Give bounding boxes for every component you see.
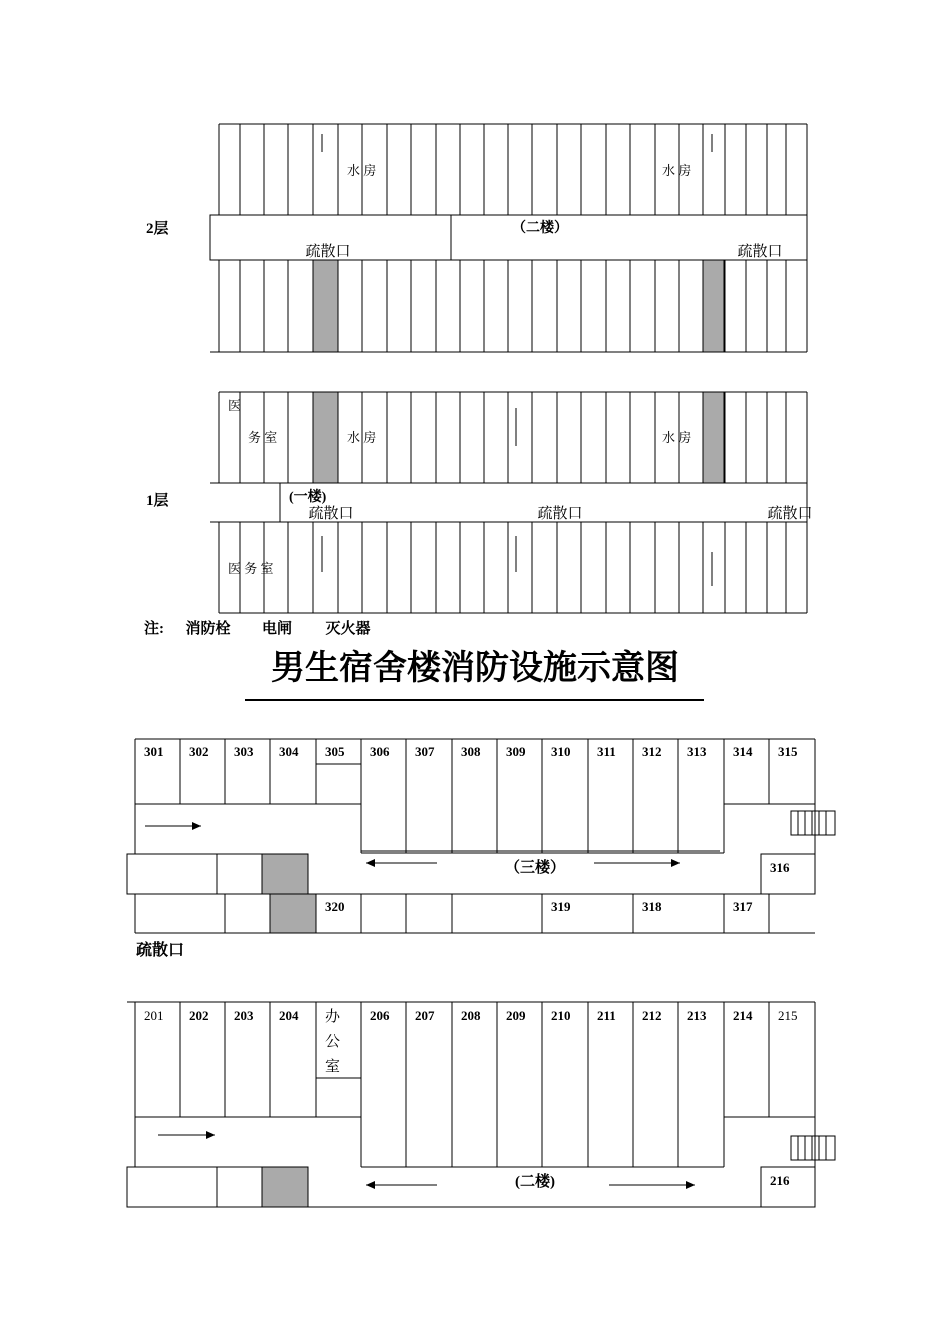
floor2l-direction-arrow-head: [686, 1181, 695, 1189]
floor3-room-number: 311: [597, 744, 616, 759]
floor2l-room-number: 204: [279, 1008, 299, 1023]
floor3-room-number: 315: [778, 744, 798, 759]
hydrant-marker: [262, 1167, 308, 1207]
office-label: 办: [325, 1009, 341, 1025]
floor1-clinic-label: 务 室: [248, 430, 278, 445]
hydrant-marker: [262, 854, 308, 894]
floor2-corridor-label: （二楼）: [512, 221, 568, 236]
floor2l-room-number: 201: [144, 1008, 164, 1023]
floor3-room-number: 314: [733, 744, 753, 759]
floor3-room: [127, 854, 217, 894]
floor2l-room-number: 216: [770, 1173, 790, 1188]
floor2l-room-number: 206: [370, 1008, 390, 1023]
floor1-exit-label: 疏散口: [767, 506, 813, 522]
floor3-room-number: 319: [551, 899, 571, 914]
floor3-direction-arrow-head: [192, 822, 201, 830]
floor1-exit-label: 疏散口: [308, 506, 354, 522]
page-title: 男生宿舍楼消防设施示意图: [271, 648, 679, 688]
floor3-room: [217, 854, 262, 894]
hydrant-marker: [703, 260, 724, 352]
floor-1-label: 1层: [146, 493, 169, 509]
legend-note: 注:: [144, 621, 164, 637]
upper-floor-plans: [210, 124, 813, 613]
hydrant-marker: [313, 260, 338, 352]
floor3-direction-arrow-head: [671, 859, 680, 867]
floor3-room-number: 310: [551, 744, 571, 759]
legend: [144, 617, 371, 638]
floor-2-lower-block: [127, 1002, 835, 1207]
floor3-corridor-label: （三楼）: [504, 860, 566, 876]
floor3-room-number: 308: [461, 744, 481, 759]
floor2l-corridor-label: (二楼): [515, 1174, 555, 1190]
floor2l-direction-arrow-head: [206, 1131, 215, 1139]
floor3-room-number: 309: [506, 744, 526, 759]
floor2l-room-number: 210: [551, 1008, 571, 1023]
office-label: 室: [325, 1059, 341, 1075]
floor3-room-number: 301: [144, 744, 164, 759]
floor2l-room-number: 211: [597, 1008, 616, 1023]
floor2l-room-number: 213: [687, 1008, 707, 1023]
floor2-water-room-label: 水 房: [347, 163, 377, 178]
legend-hydrant: 消防栓: [185, 621, 231, 637]
floor-3-exit-label: 疏散口: [136, 942, 185, 959]
floor3-room-number: 305: [325, 744, 345, 759]
floor1-exit-label: 疏散口: [537, 506, 583, 522]
floor2l-room-number: 212: [642, 1008, 662, 1023]
floor3-room-number: 306: [370, 744, 390, 759]
floor2l-room: [217, 1167, 262, 1207]
floor1-water-room-label: 水 房: [347, 430, 377, 445]
floor3-room-number: 320: [325, 899, 345, 914]
floor2l-room: [127, 1167, 217, 1207]
floor-1-block: [210, 392, 813, 613]
floor3-room-number: 313: [687, 744, 707, 759]
floor2l-room-number: 208: [461, 1008, 481, 1023]
floor2-exit-label: 疏散口: [305, 244, 351, 260]
floor2-water-room-label: 水 房: [662, 163, 692, 178]
floor3-room-number: 302: [189, 744, 209, 759]
floor3-direction-arrow-head: [366, 859, 375, 867]
title-underline: [245, 699, 704, 701]
floor3-room-number: 304: [279, 744, 299, 759]
floor3-room-number: 318: [642, 899, 662, 914]
floor3-room-number: 303: [234, 744, 254, 759]
floor2l-room-number: 207: [415, 1008, 435, 1023]
floor2l-room-number: 215: [778, 1008, 798, 1023]
floor-3-block: [127, 739, 835, 933]
floor2l-room-number: 209: [506, 1008, 526, 1023]
floor2l-direction-arrow-head: [366, 1181, 375, 1189]
floor1-corridor-label: (一楼): [289, 490, 327, 505]
floor3-room-number: 312: [642, 744, 662, 759]
hydrant-marker: [270, 894, 316, 933]
floor2l-room-number: 202: [189, 1008, 209, 1023]
floor2l-room-number: 214: [733, 1008, 753, 1023]
legend-switch: 电闸: [262, 621, 293, 637]
floor1-clinic-label: 医: [228, 398, 242, 413]
floor2-corridor: [210, 215, 807, 260]
floor1-clinic-label: 医 务 室: [228, 561, 274, 576]
lower-floor-plans: [127, 739, 835, 1207]
floor1-water-room-label: 水 房: [662, 430, 692, 445]
hydrant-marker: [703, 392, 724, 483]
office-label: 公: [325, 1034, 341, 1050]
floor2l-room-number: 203: [234, 1008, 254, 1023]
floor2-exit-label: 疏散口: [737, 244, 783, 260]
floor3-room-number: 317: [733, 899, 753, 914]
floor3-room-number: 316: [770, 860, 790, 875]
legend-extinguisher: 灭火器: [325, 621, 371, 637]
floor-2-label: 2层: [146, 221, 169, 237]
hydrant-marker: [313, 392, 338, 483]
floor3-room-number: 307: [415, 744, 435, 759]
floor-2-block: [210, 124, 807, 352]
